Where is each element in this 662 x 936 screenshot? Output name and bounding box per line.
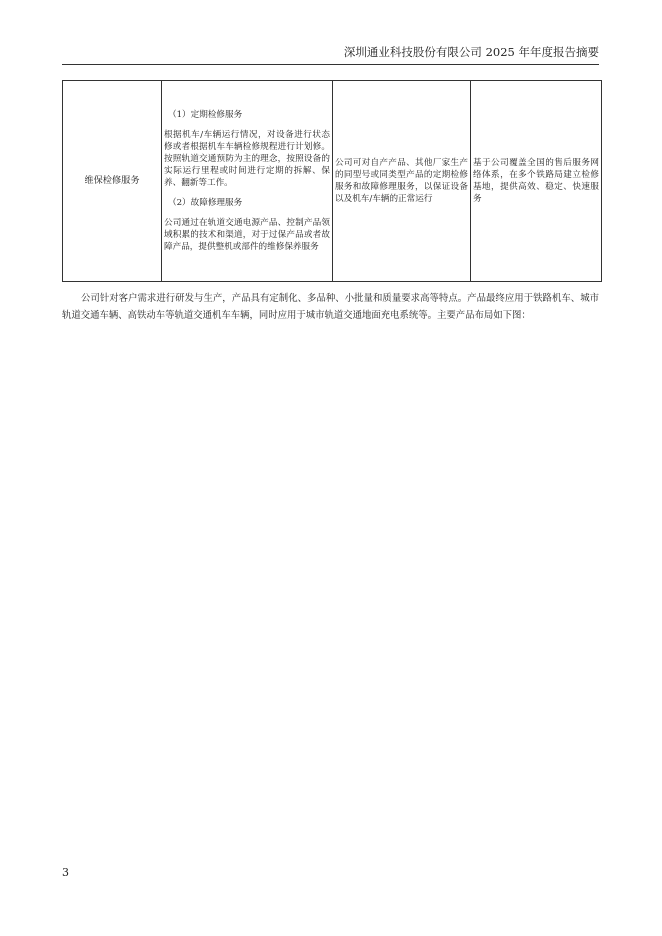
- page-header: 深圳通业科技股份有限公司 2025 年年度报告摘要: [343, 45, 599, 59]
- service-mode-text: 公司可对自产产品、其他厂家生产的同型号或同类型产品的定期检修服务和故障修理服务，以保证设备以及机车/车辆的正常运行: [335, 158, 468, 204]
- service-mode-cell: [333, 81, 471, 282]
- item2-text: 公司通过在轨道交通电源产品、控制产品领域积累的技术和渠道，对于过保产品或者故障产品，提供整机或部件的维修保养服务: [164, 218, 330, 252]
- page-number: 3: [62, 866, 69, 879]
- table-row: [63, 81, 602, 282]
- body-paragraph: 公司针对客户需求进行研发与生产，产品具有定制化、多品种、小批量和质量要求高等特点。产品最终应用于铁路机车、城市轨道交通车辆、高铁动车等轨道交通机车车辆，同时应用于城市轨道交通地面充电系统等。主要产品布局如下图：: [62, 293, 599, 321]
- service-table: [62, 80, 602, 282]
- service-advantage-cell: [471, 81, 602, 282]
- service-description-cell: [162, 81, 333, 282]
- header-rule: [62, 64, 599, 65]
- item1-title: （1）定期检修服务: [168, 110, 243, 120]
- item1-text: 根据机车/车辆运行情况，对设备进行状态修或者根据机车车辆检修规程进行计划修。按照轨道交通预防为主的理念，按照设备的实际运行里程或时间进行定期的拆解、保养、翻新等工作。: [164, 130, 330, 188]
- item2-title: （2）故障修理服务: [168, 198, 243, 208]
- service-advantage-text: 基于公司覆盖全国的售后服务网络体系，在多个铁路局建立检修基地，提供高效、稳定、快速服务: [473, 158, 599, 204]
- service-name-cell: 维保检修服务: [63, 81, 162, 282]
